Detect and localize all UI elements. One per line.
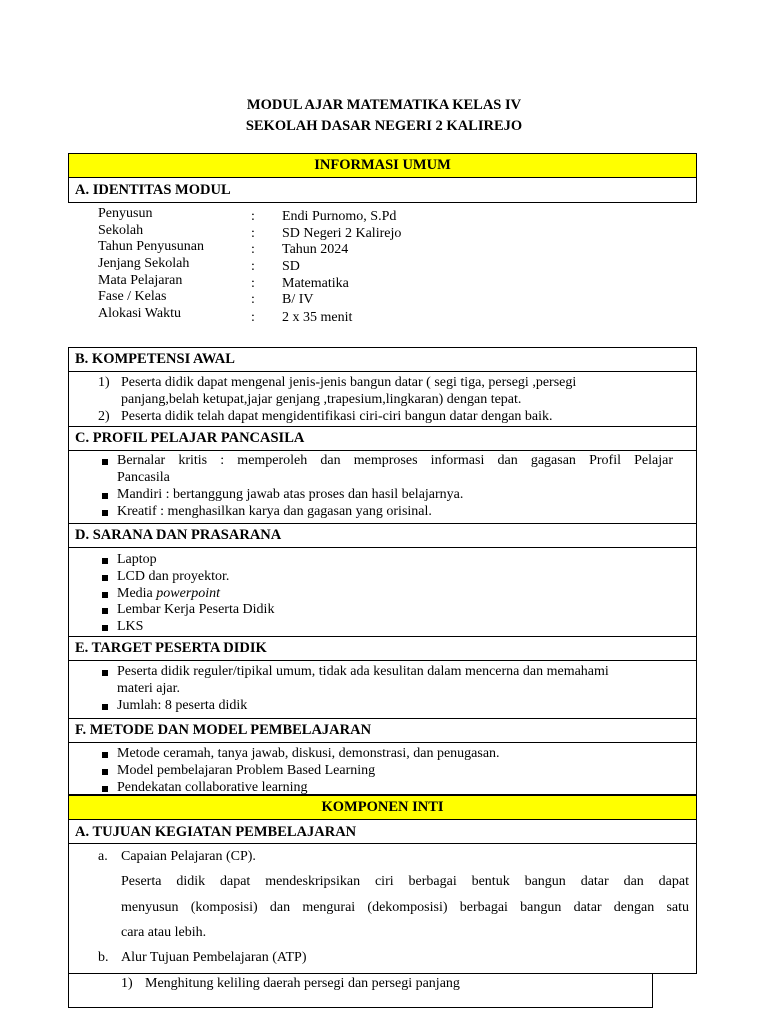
sarana-item-media — [117, 586, 220, 603]
identitas-label: Alokasi Waktu — [98, 306, 181, 321]
bullet-square-icon — [102, 592, 108, 598]
bullet-square-icon — [102, 670, 108, 676]
profil-heading: C. PROFIL PELAJAR PANCASILA — [75, 430, 305, 446]
bullet-square-icon — [102, 752, 108, 758]
kompetensi-num: 2) — [98, 409, 110, 424]
atp-item: Menghitung keliling daerah persegi dan persegi panjang — [145, 976, 460, 991]
cp-text-line: Peserta didik dapat mendeskripsikan ciri berbagai bentuk bangun datar dan dapat — [121, 874, 689, 889]
identitas-colon: : — [251, 242, 255, 257]
bullet-square-icon — [102, 608, 108, 614]
bullet-square-icon — [102, 704, 108, 710]
sarana-item: LKS — [117, 619, 144, 634]
identitas-value: Endi Purnomo, S.Pd — [282, 209, 397, 224]
identitas-colon: : — [251, 276, 255, 291]
informasi-umum-label: INFORMASI UMUM — [314, 157, 451, 173]
identitas-value: SD Negeri 2 Kalirejo — [282, 226, 402, 241]
sarana-item: Lembar Kerja Peserta Didik — [117, 602, 275, 617]
cp-text-line: cara atau lebih. — [121, 925, 207, 940]
tujuan-a-label: a. — [98, 849, 108, 864]
target-item: Jumlah: 8 peserta didik — [117, 698, 248, 713]
sarana-heading: D. SARANA DAN PRASARANA — [75, 527, 282, 543]
atp-num: 1) — [121, 976, 133, 991]
komponen-inti-label: KOMPONEN INTI — [321, 799, 444, 815]
bullet-square-icon — [102, 625, 108, 631]
identitas-label: Penyusun — [98, 206, 153, 221]
informasi-umum-header — [68, 153, 697, 178]
identitas-value: Tahun 2024 — [282, 242, 349, 257]
tujuan-b-title: Alur Tujuan Pembelajaran (ATP) — [121, 950, 307, 965]
identitas-colon: : — [251, 292, 255, 307]
sarana-item: LCD dan proyektor. — [117, 569, 230, 584]
kompetensi-item-line: Peserta didik dapat mengenal jenis-jenis bangun datar ( segi tiga, persegi ,persegi — [121, 375, 577, 390]
bullet-square-icon — [102, 493, 108, 499]
bullet-square-icon — [102, 510, 108, 516]
target-item-line: Peserta didik reguler/tipikal umum, tidak ada kesulitan dalam mencerna dan memahami — [117, 664, 609, 679]
doc-title-line2: SEKOLAH DASAR NEGERI 2 KALIREJO — [245, 118, 523, 134]
profil-item-line: Pancasila — [117, 470, 170, 485]
identitas-label: Sekolah — [98, 223, 144, 238]
identitas-value: SD — [282, 259, 300, 274]
bullet-square-icon — [102, 769, 108, 775]
identitas-label: Jenjang Sekolah — [98, 256, 190, 271]
tujuan-heading: A. TUJUAN KEGIATAN PEMBELAJARAN — [75, 824, 357, 840]
metode-item: Model pembelajaran Problem Based Learning — [117, 763, 376, 778]
bullet-square-icon — [102, 575, 108, 581]
identitas-colon: : — [251, 310, 255, 325]
identitas-label: Tahun Penyusunan — [98, 239, 204, 254]
identitas-colon: : — [251, 226, 255, 241]
kompetensi-heading: B. KOMPETENSI AWAL — [75, 351, 235, 367]
kompetensi-item-line: Peserta didik telah dapat mengidentifikasi ciri-ciri bangun datar dengan baik. — [121, 409, 553, 424]
sarana-media-label: Media — [117, 586, 157, 601]
identitas-colon: : — [251, 209, 255, 224]
identitas-label: Mata Pelajaran — [98, 273, 183, 288]
metode-item: Pendekatan collaborative learning — [117, 780, 308, 795]
sarana-media-italic: powerpoint — [156, 586, 221, 601]
target-heading: E. TARGET PESERTA DIDIK — [75, 640, 267, 656]
cp-text-line: menyusun (komposisi) dan mengurai (dekomposisi) berbagai bangun datar dengan satu — [121, 900, 689, 915]
profil-item-line: Bernalar kritis : memperoleh dan memproses informasi dan gagasan Profil Pelajar — [117, 453, 673, 468]
doc-title-line1: MODUL AJAR MATEMATIKA KELAS IV — [246, 97, 522, 113]
komponen-inti-header — [68, 795, 697, 820]
tujuan-b-label: b. — [98, 950, 109, 965]
kompetensi-item-line: panjang,belah ketupat,jajar genjang ,trapesium,lingkaran) dengan tepat. — [121, 392, 522, 407]
identitas-value: 2 x 35 menit — [282, 310, 353, 325]
tujuan-a-title: Capaian Pelajaran (CP). — [121, 849, 256, 864]
identitas-value: B/ IV — [282, 292, 314, 307]
kompetensi-num: 1) — [98, 375, 110, 390]
profil-item: Mandiri : bertanggung jawab atas proses dan hasil belajarnya. — [117, 487, 464, 502]
bullet-square-icon — [102, 558, 108, 564]
sarana-item: Laptop — [117, 552, 157, 567]
bullet-square-icon — [102, 459, 108, 465]
metode-heading: F. METODE DAN MODEL PEMBELAJARAN — [75, 722, 372, 738]
identitas-label: Fase / Kelas — [98, 289, 167, 304]
identitas-colon: : — [251, 259, 255, 274]
profil-item: Kreatif : menghasilkan karya dan gagasan yang orisinal. — [117, 504, 432, 519]
target-item-line: materi ajar. — [117, 681, 180, 696]
identitas-heading: A. IDENTITAS MODUL — [75, 182, 231, 198]
bullet-square-icon — [102, 786, 108, 792]
metode-item: Metode ceramah, tanya jawab, diskusi, demonstrasi, dan penugasan. — [117, 746, 500, 761]
identitas-value: Matematika — [282, 276, 349, 291]
